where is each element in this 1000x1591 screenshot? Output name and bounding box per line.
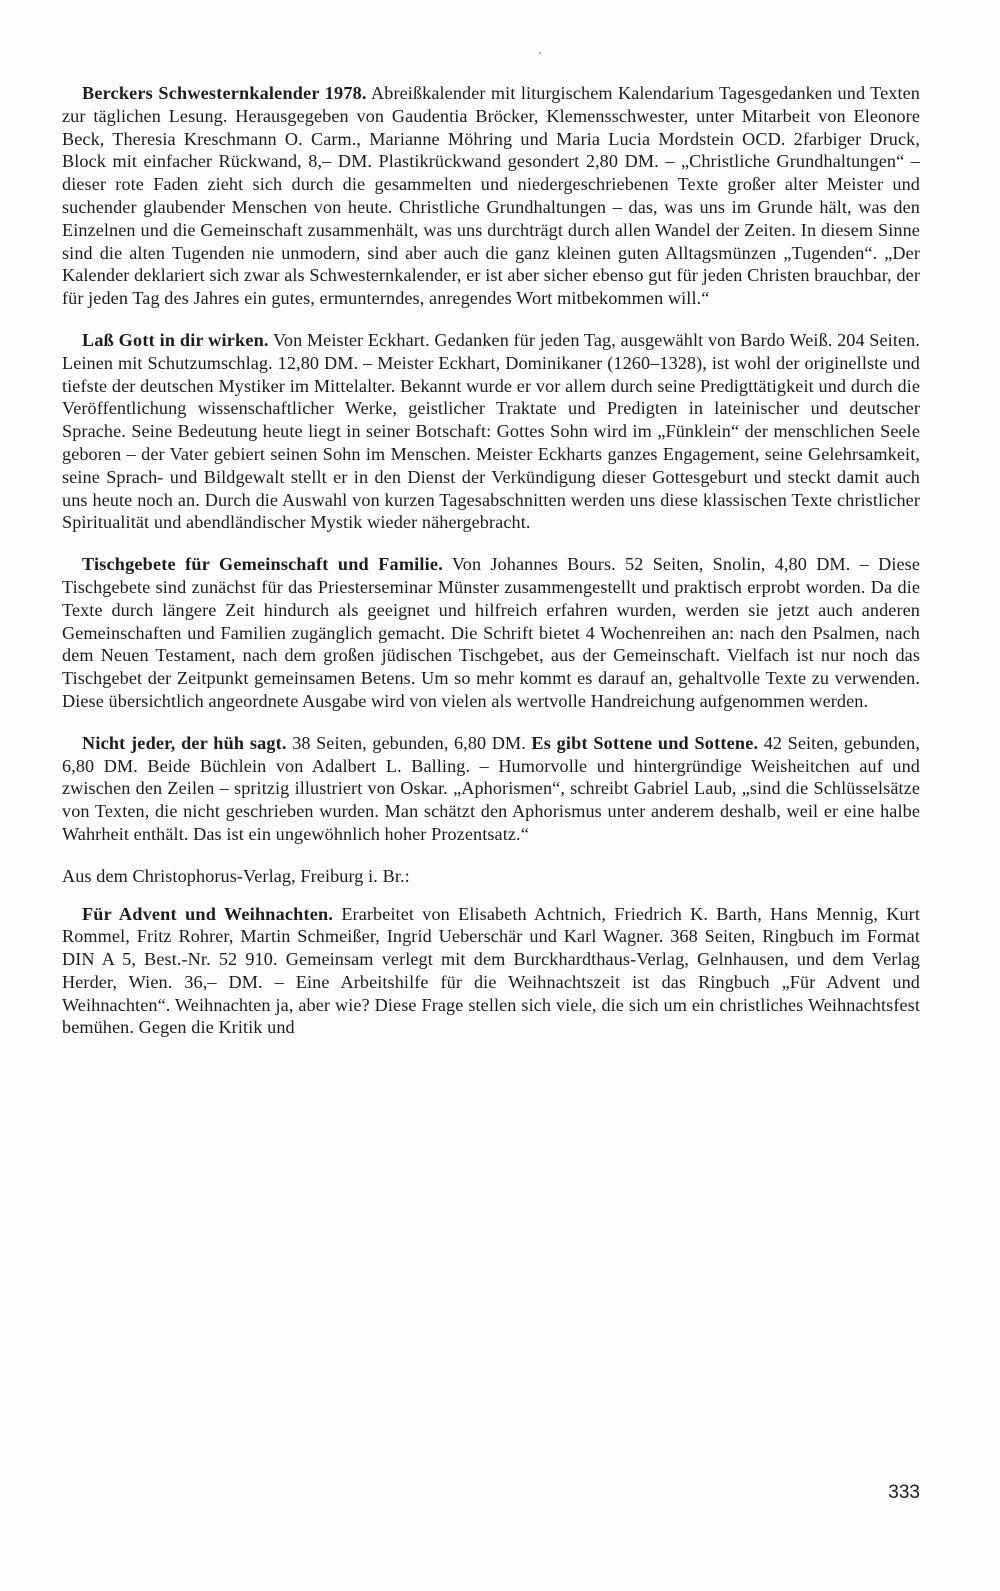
publisher-heading: Aus dem Christophorus-Verlag, Freiburg i. Br.: <box>62 865 410 886</box>
entry-tischgebete <box>62 553 920 713</box>
entry-body: Erarbeitet von Elisabeth Achtnich, Friedrich K. Barth, Hans Mennig, Kurt Rommel, Fritz Rohrer, Martin Schmeißer, Ingrid Ueberschär und Karl Wagner. 368 Seiten, Ringbuch im Format DIN A 5, Best.-Nr. 52 910. Gemeinsam verlegt mit dem Burckhardthaus-Verlag, Gelnhausen, und dem Verlag Herder, Wien. 36,– DM. – Eine Arbeitshilfe für die Weihnachtszeit ist das Ringbuch „Für Advent und Weihnachten“. Weihnachten ja, aber wie? Diese Frage stellen sich viele, die sich um ein christliches Weihnachtsfest bemühen. Gegen die Kritik und <box>62 903 920 1038</box>
entry-nicht-jeder <box>62 732 920 846</box>
scan-speck <box>539 52 541 54</box>
entry-title: Berckers Schwesternkalender 1978. <box>82 83 367 103</box>
entry-advent-weihnachten <box>62 903 920 1040</box>
entry-schwesternkalender <box>62 82 920 310</box>
entry-lass-gott <box>62 329 920 534</box>
entry-body: Von Johannes Bours. 52 Seiten, Snolin, 4,80 DM. – Diese Tischgebete sind zunächst für das Priesterseminar Münster zusammengestellt und praktisch erprobt worden. Da die Texte durch längere Zeit hindurch als geeignet und hilfreich erfahren wurden, werden sie jetzt auch anderen Gemeinschaften und Familien zugänglich gemacht. Die Schrift bietet 4 Wochenreihen an: nach den Psalmen, nach dem Neuen Testament, nach dem großen jüdischen Tischgebet, aus der Gemeinschaft. Vielfach ist nur noch das Tischgebet der Zeitpunkt gemeinsamen Betens. Um so mehr kommt es darauf an, gehaltvolle Texte zu verwenden. Diese übersichtlich angeordnete Ausgabe wird von vielen als wertvolle Handreichung aufgenommen werden. <box>62 554 920 711</box>
entry-title: Tischgebete für Gemeinschaft und Familie. <box>82 554 443 575</box>
entry-title-second: Es gibt Sottene und Sottene. <box>531 732 759 753</box>
entry-body: 38 Seiten, gebunden, 6,80 DM. <box>286 732 532 753</box>
entry-title: Nicht jeder, der hüh sagt. <box>82 732 287 753</box>
body-text <box>62 82 920 1058</box>
page-number: 333 <box>888 1482 920 1503</box>
entry-title: Laß Gott in dir wirken. <box>82 329 269 350</box>
entry-body-second: 42 Seiten, gebunden, 6,80 DM. Beide Büchlein von Adalbert L. Balling. – Humorvolle und hintergründige Weisheitchen auf und zwischen den Zeilen – spritzig illustriert von Oskar. „Aphorismen“, schreibt Gabriel Laub, „sind die Schlüsselsätze von Texten, die nicht geschrieben wurden. Man schätzt den Aphorismus unter anderem deshalb, weil er eine halbe Wahrheit enthält. Das ist ein ungewöhnlich hoher Prozentsatz.“ <box>62 732 920 844</box>
entry-title: Für Advent und Weihnachten. <box>82 903 334 924</box>
entry-body: Abreißkalender mit liturgischem Kalendarium Tagesgedanken und Texten zur täglichen Lesung. Herausgegeben von Gaudentia Bröcker, Klemensschwester, unter Mitarbeit von Eleonore Beck, Theresia Kreschmann O. Carm., Marianne Möhring und Maria Lucia Mordstein OCD. 2farbiger Druck, Block mit einfacher Rückwand, 8,– DM. Plastikrückwand gesondert 2,80 DM. – „Christliche Grundhaltungen“ – dieser rote Faden zieht sich durch die gesammelten und niedergeschriebenen Texte großer alter Meister und suchender glaubender Menschen von heute. Christliche Grundhaltungen – das, was uns im Grunde hält, was den Einzelnen und die Gemeinschaft zusammenhält, was uns durchträgt durch allen Wandel der Zeiten. In diesem Sinne sind die alten Tugenden nie unmodern, sind aber auch die ganz kleinen guten Alltagsmünzen „Tugenden“. „Der Kalender deklariert sich zwar als Schwesternkalender, er ist aber sicher ebenso gut für jeden Christen brauchbar, der für jeden Tag des Jahres ein gutes, ermunterndes, anregendes Wort mitbekommen will.“ <box>62 83 920 309</box>
entry-body: Von Meister Eckhart. Gedanken für jeden Tag, ausgewählt von Bardo Weiß. 204 Seiten. Leinen mit Schutzumschlag. 12,80 DM. – Meister Eckhart, Dominikaner (1260–1328), ist wohl der originellste und tiefste der deutschen Mystiker im Mittelalter. Bekannt wurde er vor allem durch seine Predigttätigkeit und durch die Veröffentlichung wissenschaftlicher Werke, geistlicher Traktate und Predigten in lateinischer und deutscher Sprache. Seine Bedeutung heute liegt in seiner Botschaft: Gottes Sohn wird im „Fünklein“ der menschlichen Seele geboren – der Vater gebiert seinen Sohn im Menschen. Meister Eckharts ganzes Engagement, seine Gelehrsamkeit, seine Sprach- und Bildgewalt stellt er in den Dienst der Verkündigung dieser Gottesgeburt und steckt damit auch uns heute noch an. Durch die Auswahl von kurzen Tagesabschnitten werden uns diese klassischen Texte christlicher Spiritualität und abendländischer Mystik wieder nähergebracht. <box>62 329 921 533</box>
